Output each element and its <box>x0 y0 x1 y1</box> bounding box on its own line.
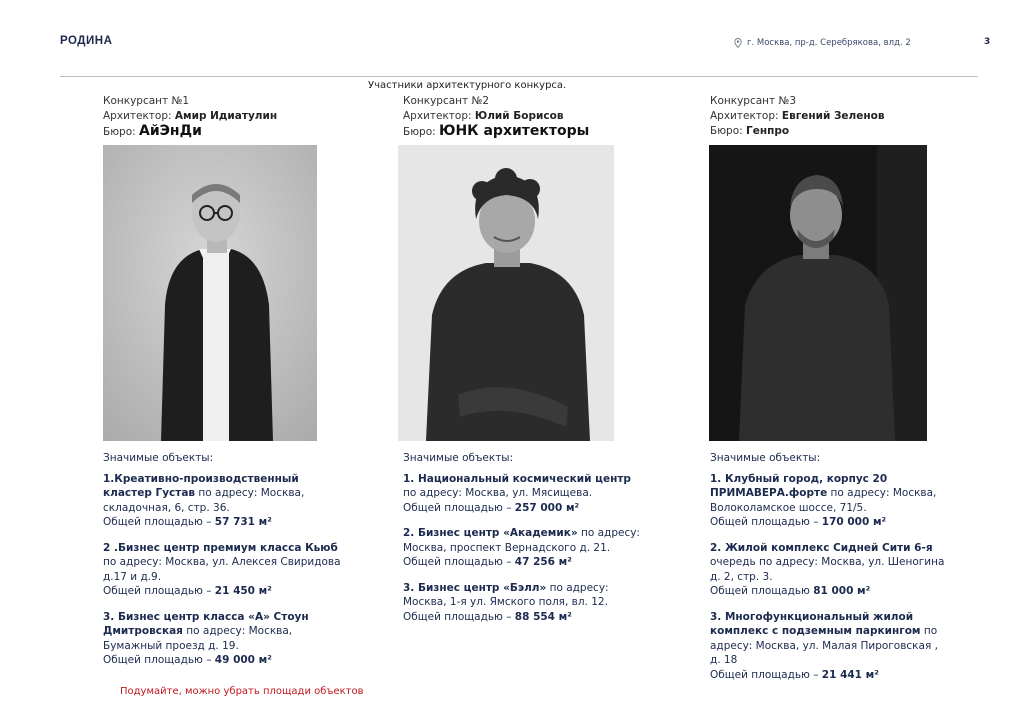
object-name: 1. Национальный космический центр <box>403 472 631 485</box>
participant-2-header <box>403 94 643 140</box>
object-area-label: Общей площадью <box>710 585 814 597</box>
header-divider <box>60 76 978 77</box>
architect-name: Юлий Борисов <box>474 110 564 122</box>
participant-label: Конкурсант №1 <box>103 95 190 107</box>
architect-photo <box>103 145 317 441</box>
object-area: 57 731 м² <box>214 516 272 528</box>
objects-title: Значимые объекты: <box>403 452 514 464</box>
header-address <box>734 38 911 48</box>
objects-title: Значимые объекты: <box>710 452 821 464</box>
object-area: 49 000 м² <box>214 654 272 666</box>
object-area-label: Общей площадью – <box>403 556 515 568</box>
object-address: по адресу: Москва, ул. Мясищева. <box>403 487 593 499</box>
architect-line: Архитектор: Юлий Борисов <box>403 110 564 122</box>
object-name: 3. Бизнес центр «Бэлл» <box>403 581 547 594</box>
object-item <box>103 610 348 668</box>
architect-name: Евгений Зеленов <box>781 110 885 122</box>
object-area: 88 554 м² <box>514 610 572 623</box>
object-area-label: Общей площадью – <box>710 668 822 681</box>
address-text: г. Москва, пр-д. Серебрякова, влд. 2 <box>747 38 911 48</box>
page-number: 3 <box>984 37 991 47</box>
bureau-name: АйЭнДи <box>139 123 202 139</box>
object-address: по адресу: Москва, складочная, 6, стр. 36. <box>103 487 305 514</box>
participant-3-header <box>710 94 950 139</box>
object-item <box>710 610 945 683</box>
bureau-name: Генпро <box>746 125 790 137</box>
object-area-label: Общей площадью – <box>403 501 515 514</box>
participant-1-header <box>103 94 343 140</box>
objects-title: Значимые объекты: <box>103 452 214 464</box>
participant-1-objects <box>103 451 348 679</box>
object-area-label: Общей площадью – <box>403 610 515 623</box>
object-address: по адресу: Москва, Бумажный проезд д. 19. <box>103 625 293 652</box>
object-area-label: Общей площадью – <box>103 654 215 666</box>
section-title: Участники архитектурного конкурса. <box>368 80 567 91</box>
object-address: по адресу: Москва, ул. Малая Пироговская , д. 18 <box>710 625 938 666</box>
object-item <box>710 541 945 599</box>
object-name: 3. Многофункциональный жилой комплекс с подземным паркингом <box>710 610 921 637</box>
object-item <box>403 526 643 570</box>
object-address: по адресу: Москва, проспект Вернадского д. 21. <box>403 527 640 554</box>
object-area: 21 441 м² <box>821 668 879 681</box>
object-area-label: Общей площадью – <box>103 585 215 597</box>
object-name: 1. Клубный город, корпус 20 ПРИМАВЕРА.форте <box>710 472 888 499</box>
object-item <box>103 472 348 530</box>
object-item <box>403 472 643 516</box>
object-name: 3. Бизнес центр класса «А» Стоун Дмитровская <box>103 610 309 637</box>
object-item <box>403 581 643 625</box>
object-name: 1.Креативно-производственный кластер Густав <box>103 472 299 499</box>
object-name: 2. Жилой комплекс Сидней Сити 6-я <box>710 541 933 554</box>
participant-label: Конкурсант №3 <box>710 95 797 107</box>
architect-name: Амир Идиатулин <box>174 110 278 122</box>
object-area-label: Общей площадью – <box>103 516 215 528</box>
bureau-line: Бюро: АйЭнДи <box>103 123 202 139</box>
logo: РОДИНА <box>60 35 113 47</box>
object-area: 47 256 м² <box>514 556 572 568</box>
object-address: по адресу: Москва, 1-я ул. Ямского поля, вл. 12. <box>403 581 609 608</box>
architect-photo <box>398 145 614 441</box>
participant-2-objects <box>403 451 643 635</box>
review-note: Подумайте, можно убрать площади объектов <box>120 686 364 697</box>
object-area: 81 000 м² <box>813 585 871 597</box>
object-item <box>710 472 945 530</box>
architect-photo <box>709 145 927 441</box>
object-address: по адресу: Москва, ул. Алексея Свиридова д.17 и д.9. <box>103 556 341 583</box>
object-item <box>103 541 348 599</box>
bureau-line: Бюро: ЮНК архитекторы <box>403 123 590 139</box>
bureau-line: Бюро: Генпро <box>710 125 790 137</box>
architect-line: Архитектор: Амир Идиатулин <box>103 110 278 122</box>
object-area-label: Общей площадью – <box>710 516 822 528</box>
location-pin-icon <box>734 38 742 48</box>
object-address: очередь по адресу: Москва, ул. Шеногина д. 2, стр. 3. <box>710 556 945 583</box>
object-area: 170 000 м² <box>821 516 887 528</box>
object-area: 21 450 м² <box>214 585 272 597</box>
participant-3-objects <box>710 451 945 693</box>
bureau-name: ЮНК архитекторы <box>439 123 590 139</box>
object-address: по адресу: Москва, Волоколамское шоссе, 71/5. <box>710 487 937 514</box>
architect-line: Архитектор: Евгений Зеленов <box>710 110 885 122</box>
participant-label: Конкурсант №2 <box>403 95 490 107</box>
object-area: 257 000 м² <box>514 501 580 514</box>
object-name: 2 .Бизнес центр премиум класса Кьюб <box>103 541 338 554</box>
object-name: 2. Бизнес центр «Академик» <box>403 527 578 539</box>
